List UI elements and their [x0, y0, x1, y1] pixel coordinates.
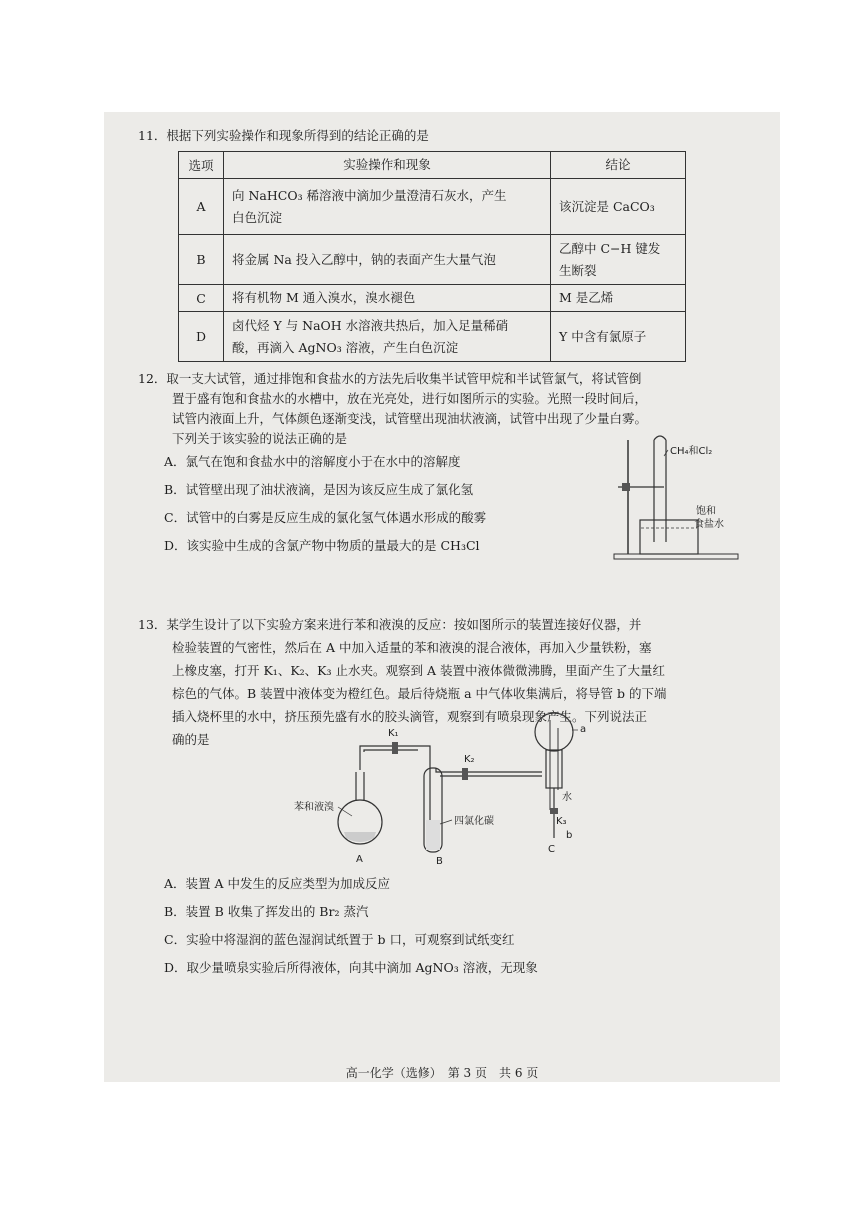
water-label: 水: [562, 792, 572, 803]
k1-label: K₁: [388, 728, 399, 739]
row-b-operation: 将金属 Na 投入乙醇中，钠的表面产生大量气泡: [224, 235, 551, 285]
q13-option-d: D．取少量喷泉实验后所得液体，向其中滴加 AgNO₃ 溶液，无现象: [164, 960, 538, 975]
row-a-conclusion: 该沉淀是 CaCO₃: [551, 179, 686, 235]
row-d-conclusion: Y 中含有氯原子: [551, 312, 686, 362]
row-c-operation: 将有机物 M 通入溴水，溴水褪色: [224, 285, 551, 312]
water-label-2: 食盐水: [694, 519, 724, 530]
header-option: 选项: [179, 152, 224, 179]
page-footer: 高一化学（选修） 第 3 页 共 6 页: [345, 1066, 539, 1080]
row-b-conclusion: 乙醇中 C−H 键发 生断裂: [551, 235, 686, 285]
q13-option-b: B．装置 B 收集了挥发出的 Br₂ 蒸汽: [164, 904, 369, 919]
q11-table: [178, 151, 686, 362]
k2-label: K₂: [464, 754, 475, 765]
label-c-upper: C: [548, 844, 555, 855]
row-a-option: A: [179, 179, 224, 235]
q13-stem: 13．某学生设计了以下实验方案来进行苯和液溴的反应：按如图所示的装置连接好仪器，并 检验装置的气密性，然后在 A 中加入适量的苯和液溴的混合液体，再加入少量铁粉，塞 上橡皮塞，打开 K₁、K₂、K₃ 止水夹。观察到 A 装置中液体微微沸腾，里面产生了大量红 棕色的气体。B 装置中液体变为橙红色。最后待烧瓶 a 中气体收集满后，将导管 b 的下端 插入烧杯里的水中，挤压预先盛有水的胶头滴管，观察到有喷泉现象产生。下列说法正 确的是: [138, 617, 667, 747]
row-c-option: C: [179, 285, 224, 312]
header-operation: 实验操作和现象: [224, 152, 551, 179]
exam-page: [104, 112, 780, 1082]
tube-label: CH₄和Cl₂: [670, 446, 713, 457]
q12-apparatus-figure: [610, 432, 750, 562]
q12-option-d: D．该实验中生成的含氯产物中物质的量最大的是 CH₃Cl: [164, 538, 480, 553]
q13-option-a: A．装置 A 中发生的反应类型为加成反应: [164, 876, 391, 891]
q11-stem: 11．根据下列实验操作和现象所得到的结论正确的是: [138, 128, 429, 143]
row-a-operation: 向 NaHCO₃ 稀溶液中滴加少量澄清石灰水，产生 白色沉淀: [224, 179, 551, 235]
header-conclusion: 结论: [551, 152, 686, 179]
flask-a-label: a: [580, 724, 587, 735]
q12-option-b: B．试管壁出现了油状液滴，是因为该反应生成了氯化氢: [164, 482, 474, 497]
q13-apparatus-figure: [268, 712, 598, 870]
row-b-option: B: [179, 235, 224, 285]
label-b-upper: B: [436, 856, 443, 867]
benzene-label: 苯和液溴: [294, 802, 334, 813]
q12-option-c: C．试管中的白雾是反应生成的氯化氢气体遇水形成的酸雾: [164, 510, 487, 525]
water-label-1: 饱和: [696, 506, 716, 517]
row-d-operation: 卤代烃 Y 与 NaOH 水溶液共热后，加入足量稀硝 酸，再滴入 AgNO₃ 溶液，产生白色沉淀: [224, 312, 551, 362]
q13-option-c: C．实验中将湿润的蓝色湿润试纸置于 b 口，可观察到试纸变红: [164, 932, 515, 947]
k3-label: K₃: [556, 816, 567, 827]
row-c-conclusion: M 是乙烯: [551, 285, 686, 312]
row-d-option: D: [179, 312, 224, 362]
ccl4-label: 四氯化碳: [454, 816, 494, 827]
q12-stem: 12．取一支大试管，通过排饱和食盐水的方法先后收集半试管甲烷和半试管氯气，将试管倒 置于盛有饱和食盐水的水槽中，放在光亮处，进行如图所示的实验。光照一段时间后， 试管内液面上升，气体颜色逐渐变浅，试管壁出现油状液滴，试管中出现了少量白雾。 下列关于该实验的说法正确的是: [138, 371, 648, 446]
label-a-upper: A: [356, 854, 363, 865]
q12-option-a: A．氯气在饱和食盐水中的溶解度小于在水中的溶解度: [164, 454, 461, 469]
tube-b-label: b: [566, 830, 573, 841]
